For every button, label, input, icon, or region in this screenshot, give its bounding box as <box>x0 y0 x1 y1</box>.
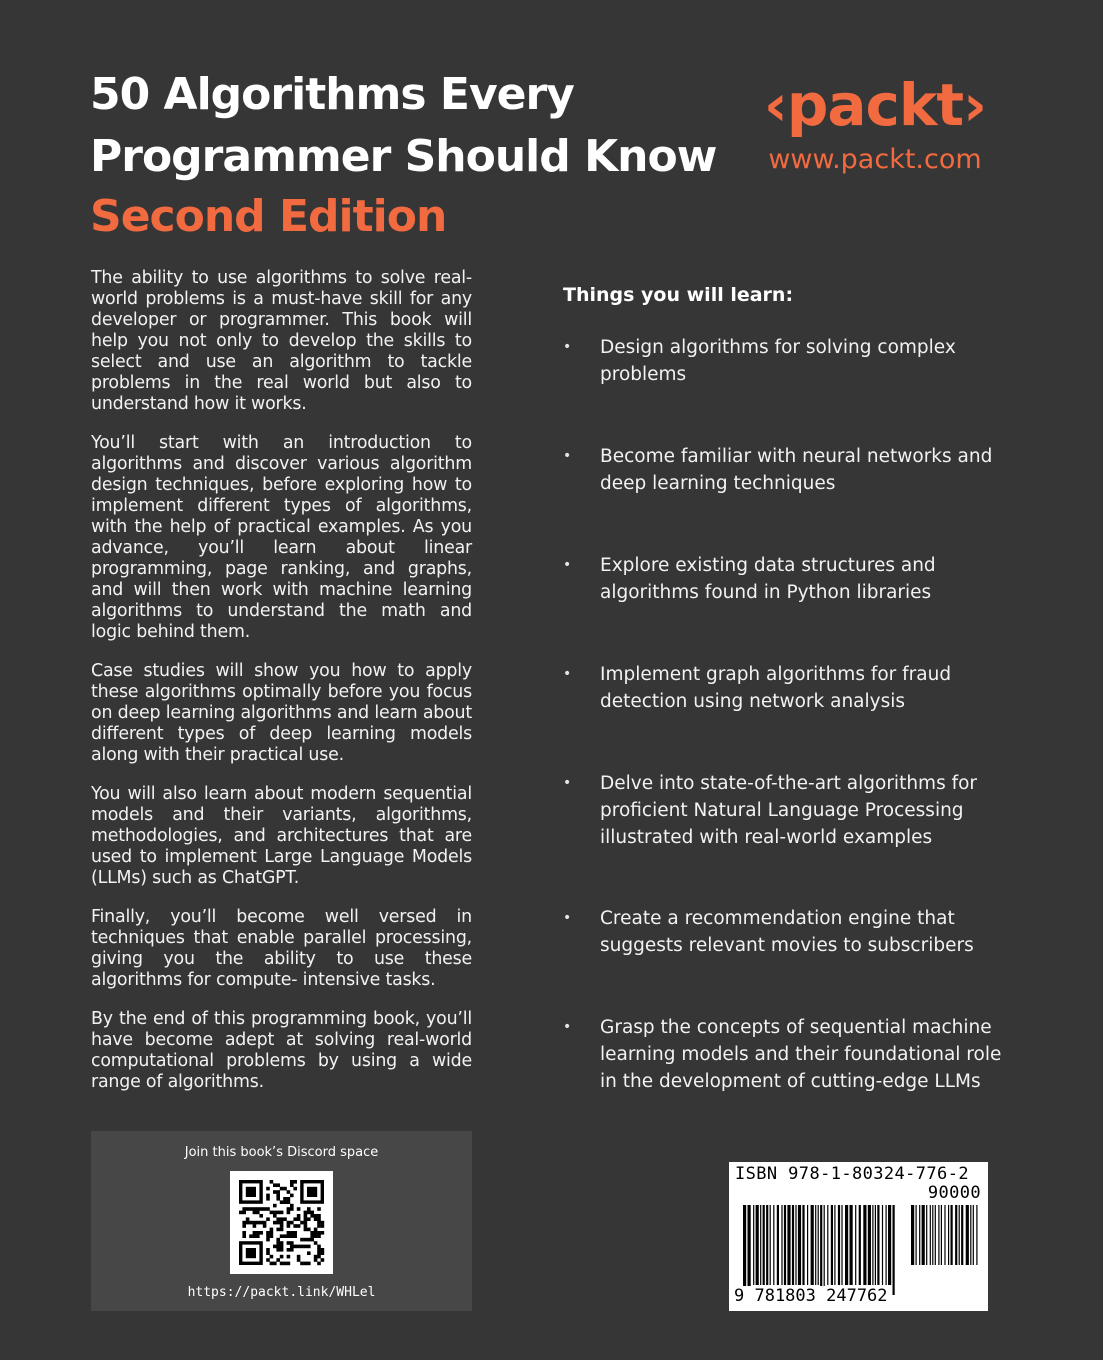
learn-item-text: Create a recommendation engine that suggests relevant movies to subscribers <box>600 908 974 956</box>
isbn-text: ISBN 978-1-80324-776-2 <box>735 1164 969 1184</box>
book-title-line-2: Programmer Should Know <box>90 131 717 182</box>
learn-item-text: Explore existing data structures and algorithms found in Python libraries <box>600 555 936 603</box>
book-edition: Second Edition <box>90 191 447 242</box>
learn-heading: Things you will learn: <box>563 284 794 306</box>
description-paragraph: Finally, you’ll become well versed in techniques that enable parallel processing, giving you the ability to use these algorithms for compute- intensive tasks. <box>91 907 472 990</box>
qr-code-icon[interactable] <box>230 1171 333 1274</box>
discord-link[interactable]: https://packt.link/WHLel <box>187 1285 376 1300</box>
book-title-line-1: 50 Algorithms Every <box>90 69 574 120</box>
learn-item-text: Delve into state-of-the-art algorithms for proficient Natural Language Processing illustrated with real-world examples <box>600 773 978 848</box>
description-paragraph: Case studies will show you how to apply these algorithms optimally before you focus on deep learning algorithms and learn about different types of deep learning models along with their practical use. <box>91 661 472 765</box>
barcode-icon <box>743 1205 901 1295</box>
barcode-addon-icon <box>911 1205 981 1265</box>
bullet-icon: • <box>563 557 572 573</box>
description-paragraph: You will also learn about modern sequential models and their variants, algorithms, methodologies, and architectures that are used to implement Large Language Models (LLMs) such as ChatGPT. <box>91 784 472 888</box>
barcode-panel <box>729 1162 988 1311</box>
bullet-icon: • <box>563 339 572 355</box>
learn-list-item <box>563 334 1003 388</box>
bullet-icon: • <box>563 666 572 682</box>
publisher-url: www.packt.com <box>768 144 982 175</box>
learn-list-item <box>563 1014 1003 1095</box>
learn-list-item <box>563 552 1003 606</box>
discord-caption: Join this book’s Discord space <box>184 1145 379 1160</box>
qr-code-graphic <box>230 1171 333 1274</box>
bullet-icon: • <box>563 775 572 791</box>
learn-list-item <box>563 661 1003 715</box>
barcode-digits: 9 781803 247762 <box>734 1286 888 1306</box>
publisher-brand <box>756 72 994 178</box>
description-paragraph: The ability to use algorithms to solve real-world problems is a must-have skill for any developer or programmer. This book will help you not only to develop the skills to select and use an algorithm to tackle problems in the real world but also to understand how it works. <box>91 268 472 414</box>
learn-list-item <box>563 770 1003 851</box>
bullet-icon: • <box>563 1019 572 1035</box>
learn-item-text: Design algorithms for solving complex problems <box>600 337 956 385</box>
discord-panel <box>91 1131 472 1311</box>
learn-item-text: Become familiar with neural networks and deep learning techniques <box>600 446 993 494</box>
learn-list-item <box>563 905 1003 959</box>
description-paragraph: You’ll start with an introduction to algorithms and discover various algorithm design techniques, before exploring how to implement different types of algorithms, with the help of practical examples. As you advance, you’ll learn about linear programming, page ranking, and graphs, and will then work with machine learning algorithms to understand the math and logic behind them. <box>91 433 472 642</box>
learn-list-item <box>563 443 1003 497</box>
description-paragraph: By the end of this programming book, you’ll have become adept at solving real-world computational problems by using a wide range of algorithms. <box>91 1009 472 1092</box>
bullet-icon: • <box>563 910 572 926</box>
publisher-logo: ‹packt› <box>763 71 987 139</box>
learn-item-text: Grasp the concepts of sequential machine learning models and their foundational role in the development of cutting-edge LLMs <box>600 1017 1002 1092</box>
price-code: 90000 <box>927 1183 981 1203</box>
book-description <box>91 268 472 1111</box>
book-title <box>90 64 716 188</box>
learn-item-text: Implement graph algorithms for fraud detection using network analysis <box>600 664 952 712</box>
bullet-icon: • <box>563 448 572 464</box>
